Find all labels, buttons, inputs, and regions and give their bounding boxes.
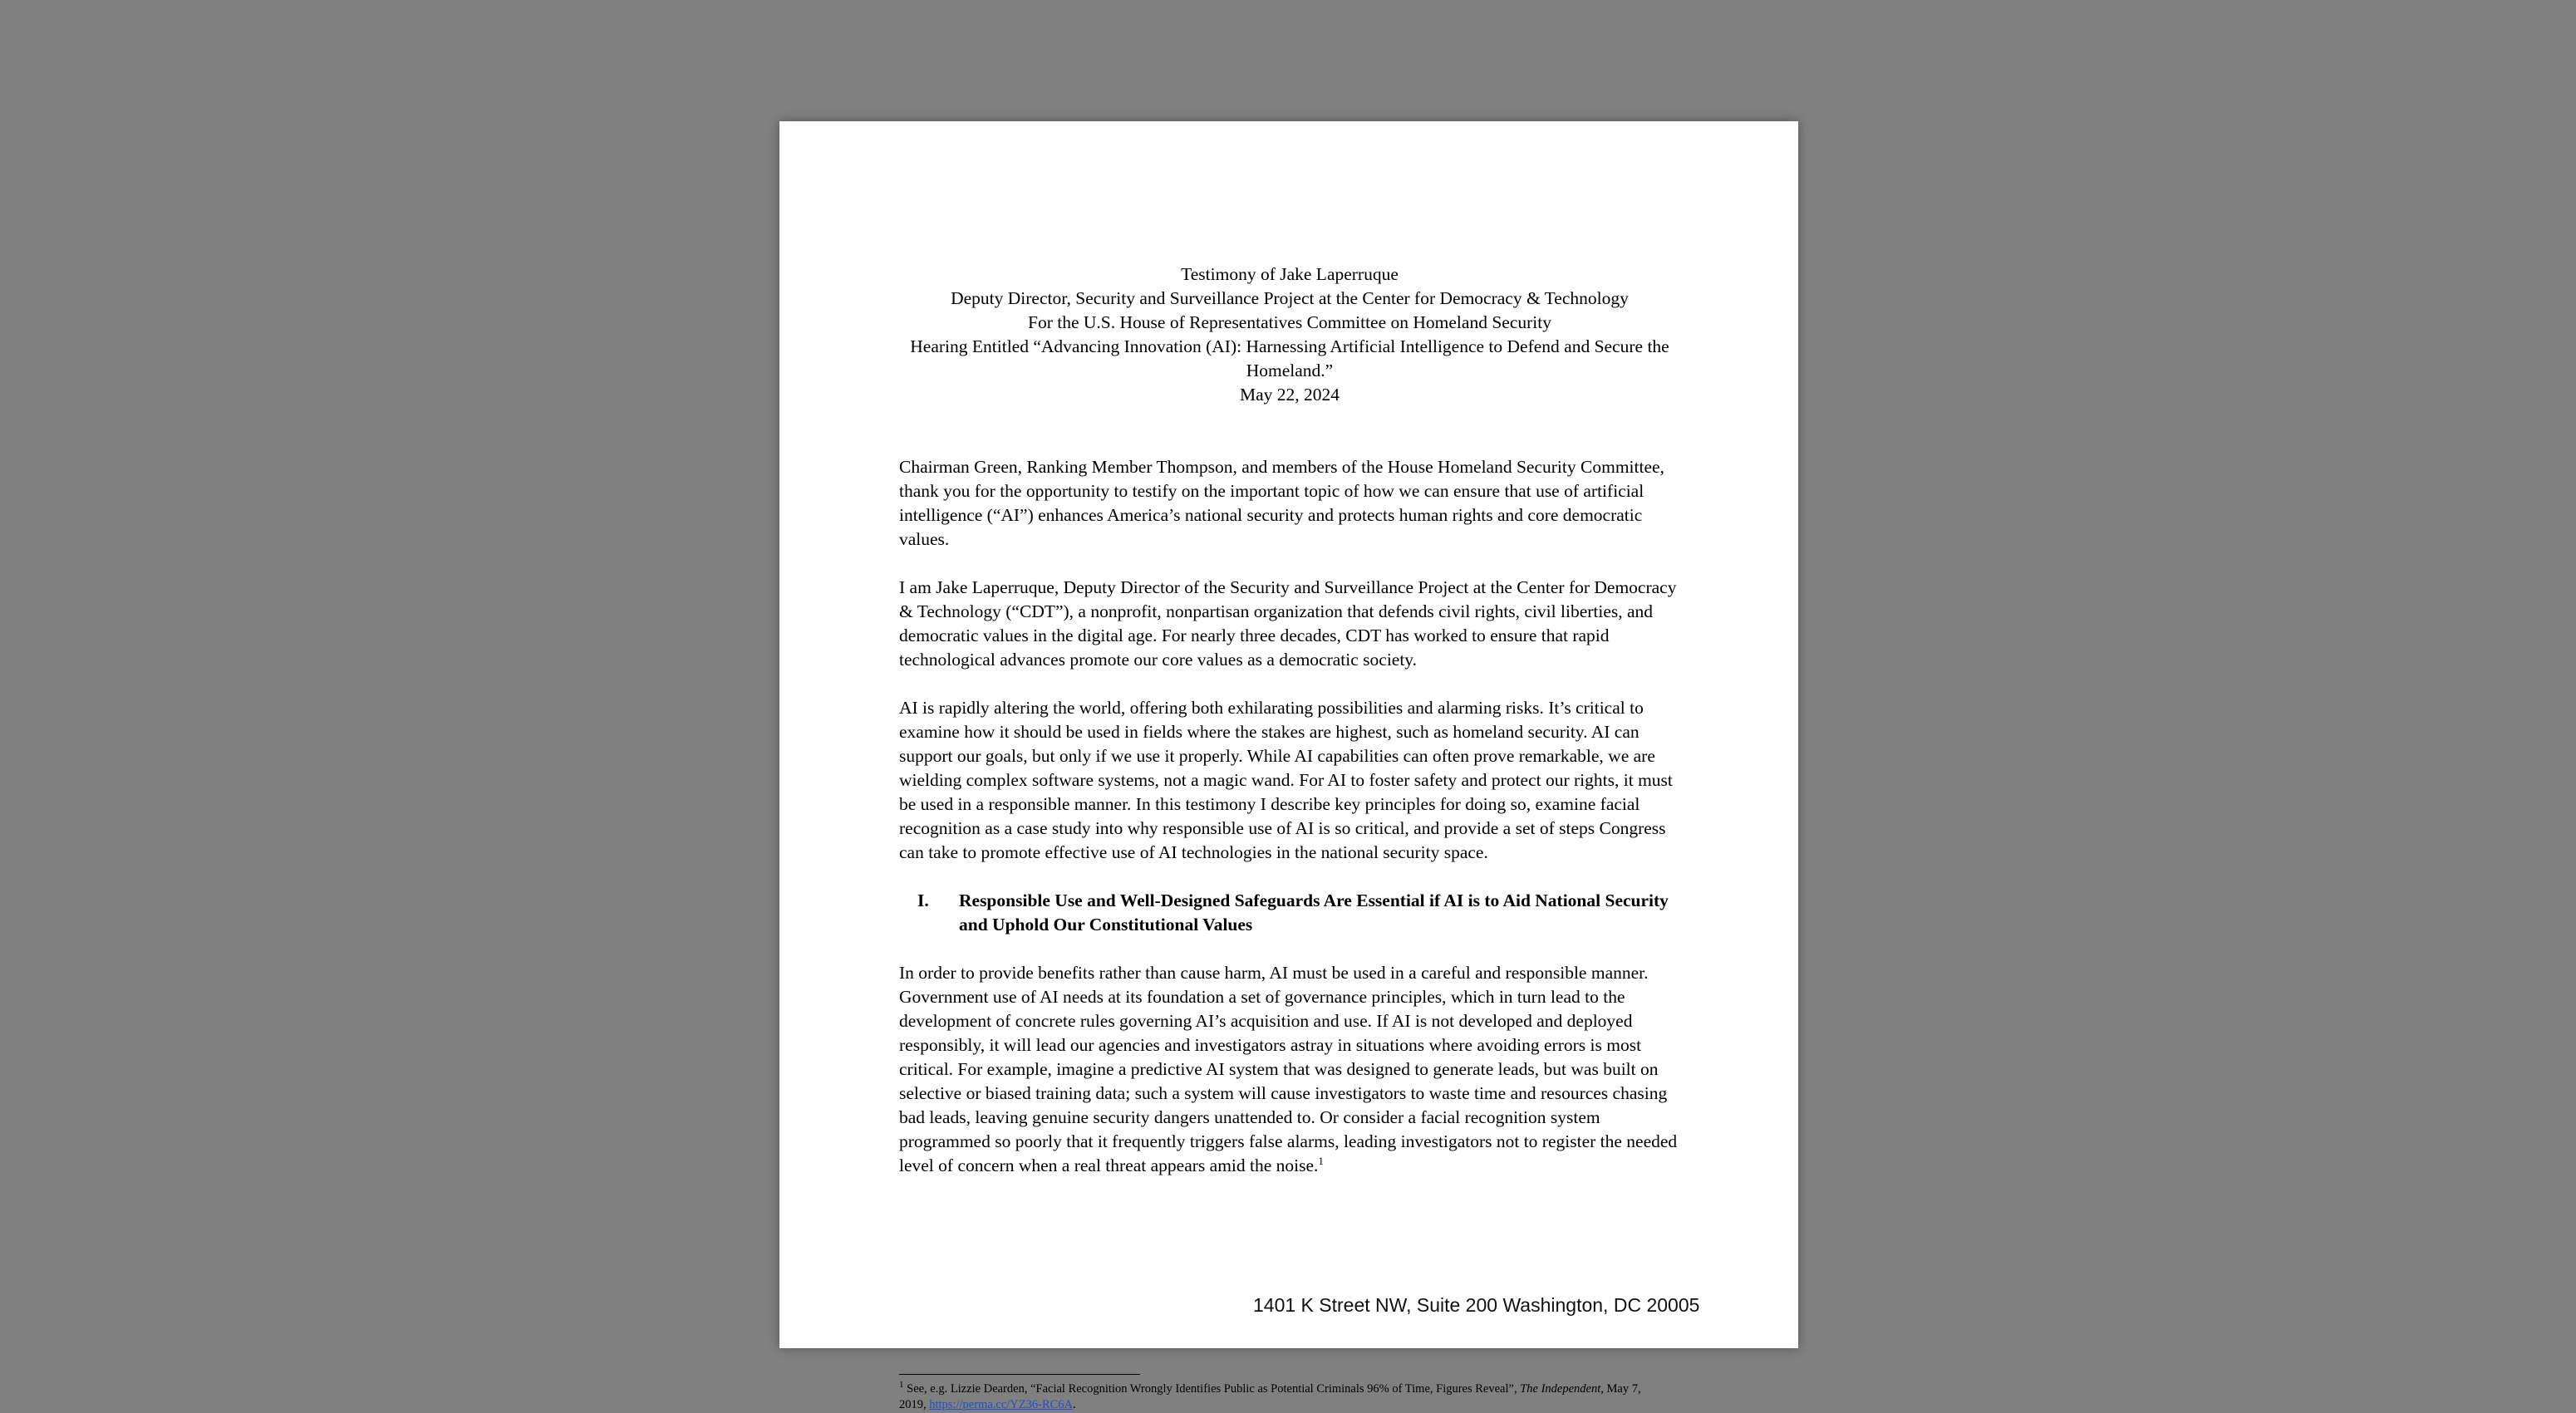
paragraph-responsible-use bbox=[899, 961, 1680, 1178]
footnote-date: , May 7, 2019, bbox=[899, 1382, 1641, 1411]
footnote-divider bbox=[899, 1374, 1140, 1375]
footnote-mark: 1 bbox=[899, 1380, 904, 1391]
header-line-title: Testimony of Jake Laperruque bbox=[1181, 264, 1399, 284]
paragraph-intro: Chairman Green, Ranking Member Thompson, and members of the House Homeland Security Committee, thank you for the opportunity to testify on the important topic of how we can ensure that use of artificial intelligence (“AI”) enhances America’s national security and protects human rights and core democratic values. bbox=[899, 457, 1664, 549]
footnote-end: . bbox=[1073, 1398, 1076, 1411]
paragraph-responsible-use-text: In order to provide benefits rather than cause harm, AI must be used in a careful and responsible manner. Government use of AI needs at its foundation a set of governance principles, which in turn lead to the development of concrete rules governing AI’s acquisition and use. If AI is not developed and deployed responsibly, it will lead our agencies and investigators astray in situations where avoiding errors is most critical. For example, imagine a predictive AI system that was designed to generate leads, but was built on selective or biased training data; such a system will cause investigators to waste time and resources chasing bad leads, leaving genuine security dangers unattended to. Or consider a facial recognition system programmed so poorly that it frequently triggers false alarms, leading investigators not to register the needed level of concern when a real threat appears amid the noise. bbox=[899, 963, 1678, 1175]
header-line-hearing: Hearing Entitled “Advancing Innovation (AI): Harnessing Artificial Intelligence to Defend and Secure the Homeland.” bbox=[910, 336, 1669, 380]
section-title: Responsible Use and Well-Designed Safeguards Are Essential if AI is to Aid National Security and Uphold Our Constitutional Values bbox=[959, 890, 1669, 935]
footnote-link[interactable]: https://perma.cc/YZ36-RC6A bbox=[929, 1398, 1074, 1411]
footnote-reference[interactable]: 1 bbox=[1318, 1154, 1324, 1167]
paragraph-ai-overview: AI is rapidly altering the world, offering both exhilarating possibilities and alarming risks. It’s critical to examine how it should be used in fields where the stakes are highest, such as homeland security. AI can support our goals, but only if we use it properly. While AI capabilities can often prove remarkable, we are wielding complex software systems, not a magic wand. For AI to foster safety and protect our rights, it must be used in a responsible manner. In this testimony I describe key principles for doing so, examine facial recognition as a case study into why responsible use of AI is so critical, and provide a set of steps Congress can take to promote effective use of AI technologies in the national security space. bbox=[899, 698, 1673, 862]
footnote-text: See, e.g. Lizzie Dearden, “Facial Recognition Wrongly Identifies Public as Potential Criminals 96% of Time, Figures Reveal”, bbox=[907, 1382, 1517, 1396]
section-heading bbox=[899, 889, 1680, 937]
footnote-area bbox=[899, 1374, 1647, 1413]
paragraph-about-witness: I am Jake Laperruque, Deputy Director of the Security and Surveillance Project at the Center for Democracy & Technology (“CDT”), a nonprofit, nonpartisan organization that defends civil rights, civil liberties, and democratic values in the digital age. For nearly three decades, CDT has worked to ensure that rapid technological advances promote our core values as a democratic society. bbox=[899, 577, 1677, 670]
document-body bbox=[899, 262, 1680, 1202]
header-line-date: May 22, 2024 bbox=[1239, 385, 1340, 405]
footnote-1 bbox=[899, 1381, 1647, 1413]
document-page bbox=[779, 121, 1798, 1411]
header-line-committee: For the U.S. House of Representatives Committee on Homeland Security bbox=[1028, 312, 1551, 332]
footnote-publication: The Independent bbox=[1520, 1382, 1601, 1396]
testimony-header bbox=[899, 262, 1680, 407]
header-line-position: Deputy Director, Security and Surveillance Project at the Center for Democracy & Technology bbox=[951, 288, 1629, 308]
section-number: I. bbox=[917, 890, 929, 910]
organization-address: 1401 K Street NW, Suite 200 Washington, DC 20005 bbox=[1253, 1294, 1700, 1316]
